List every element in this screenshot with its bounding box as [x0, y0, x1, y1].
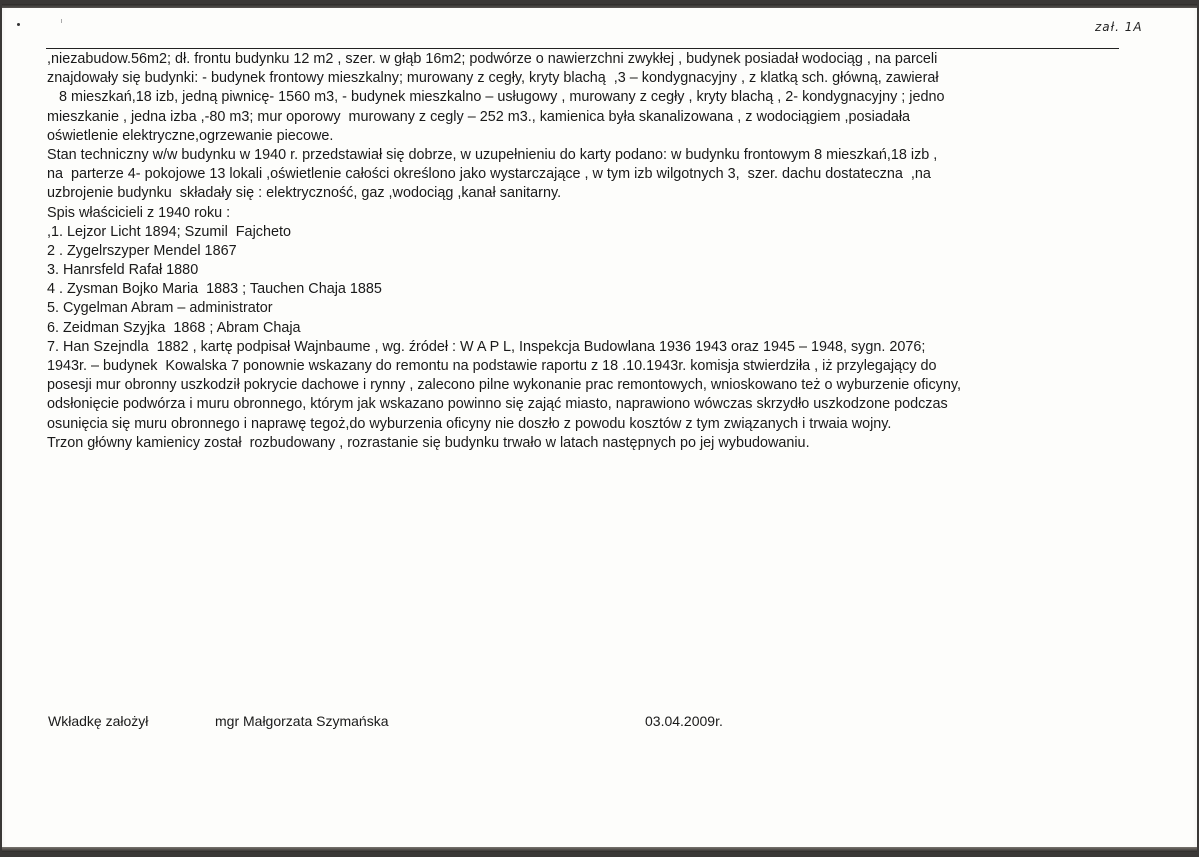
footer-date: 03.04.2009r. — [645, 713, 723, 729]
document-text-line: 8 mieszkań,18 izb, jedną piwnicę- 1560 m3, - budynek mieszkalno – usługowy , murowany z cegły , kryty blachą , 2- kondygnacyjny ; jedno — [59, 89, 945, 106]
document-text-line: uzbrojenie budynku składały się : elektryczność, gaz ,wodociąg ,kanał sanitarny. — [47, 185, 562, 202]
document-text-line: oświetlenie elektryczne,ogrzewanie piecowe. — [47, 127, 334, 144]
document-text-line: ,niezabudow.56m2; dł. frontu budynku 12 m2 , szer. w głąb 16m2; podwórze o nawierzchni zwykłej , budynek posiadał wodociąg , na parceli — [47, 51, 938, 67]
document-text-line: znajdowały się budynki: - budynek frontowy mieszkalny; murowany z cegły, kryty blachą ,3 – kondygnacyjny , z klatką sch. główną, zawierał — [47, 70, 939, 87]
document-text-line: Stan techniczny w/w budynku w 1940 r. przedstawiał się dobrze, w uzupełnieniu do karty podano: w budynku frontowym 8 mieszkań,18 izb , — [47, 146, 938, 163]
document-text-line: posesji mur obronny uszkodził pokrycie dachowe i rynny , zalecono pilne wykonanie prac remontowych, wnioskowano też o wyburzenie oficyny, — [47, 377, 961, 394]
document-text-line: 5. Cygelman Abram – administrator — [47, 300, 273, 317]
footer-author-name: mgr Małgorzata Szymańska — [215, 713, 389, 729]
document-text-line: Trzon główny kamienicy został rozbudowany , rozrastanie się budynku trwało w latach następnych po jej wybudowaniu. — [47, 434, 810, 451]
document-text-line: 7. Han Szejndla 1882 , kartę podpisał Wajnbaume , wg. źródeł : W A P L, Inspekcja Budowlana 1936 1943 oraz 1945 – 1948, sygn. 2076; — [47, 338, 926, 355]
document-text-line: na parterze 4- pokojowe 13 lokali ,oświetlenie całości określono jako wystarczające , w tym izb wilgotnych 3, szer. dachu dostateczna ,na — [47, 166, 931, 183]
scanned-document-page — [2, 4, 1197, 852]
scan-bottom-edge — [2, 847, 1197, 852]
document-text-line: 4 . Zysman Bojko Maria 1883 ; Tauchen Chaja 1885 — [47, 281, 382, 298]
scan-tick-mark — [61, 19, 62, 23]
document-body-text — [47, 50, 1157, 453]
document-text-line: osunięcia się muru obronnego i naprawę tegoż,do wyburzenia oficyny nie doszło z powodu kosztów z tym związanych i trwaia wojny. — [47, 415, 892, 432]
header-rule — [46, 48, 1119, 49]
attachment-stamp: zał. 1A — [1095, 20, 1143, 34]
document-text-line: 1943r. – budynek Kowalska 7 ponownie wskazany do remontu na podstawie raportu z 18 .10.1943r. komisja stwierdziła , iż przylegający do — [47, 358, 937, 374]
document-text-line: odsłonięcie podwórza i muru obronnego, którym jak wskazano powinno się zająć miasto, naprawiono wówczas skrzydło uszkodzone podczas — [47, 396, 948, 413]
document-text-line: 3. Hanrsfeld Rafał 1880 — [47, 262, 199, 279]
document-text-line: 6. Zeidman Szyjka 1868 ; Abram Chaja — [47, 319, 301, 336]
document-text-line: 2 . Zygelrszyper Mendel 1867 — [47, 242, 237, 259]
scan-top-edge — [2, 4, 1197, 8]
scan-dot-mark — [17, 23, 20, 26]
document-text-line: mieszkanie , jedna izba ,-80 m3; mur oporowy murowany z cegly – 252 m3., kamienica była skanalizowana , z wodociągiem ,posiadała — [47, 108, 911, 125]
footer-created-by-label: Wkładkę założył — [48, 713, 149, 729]
document-text-line: ,1. Lejzor Licht 1894; Szumil Fajcheto — [47, 223, 291, 240]
document-text-line: Spis właścicieli z 1940 roku : — [47, 204, 231, 221]
